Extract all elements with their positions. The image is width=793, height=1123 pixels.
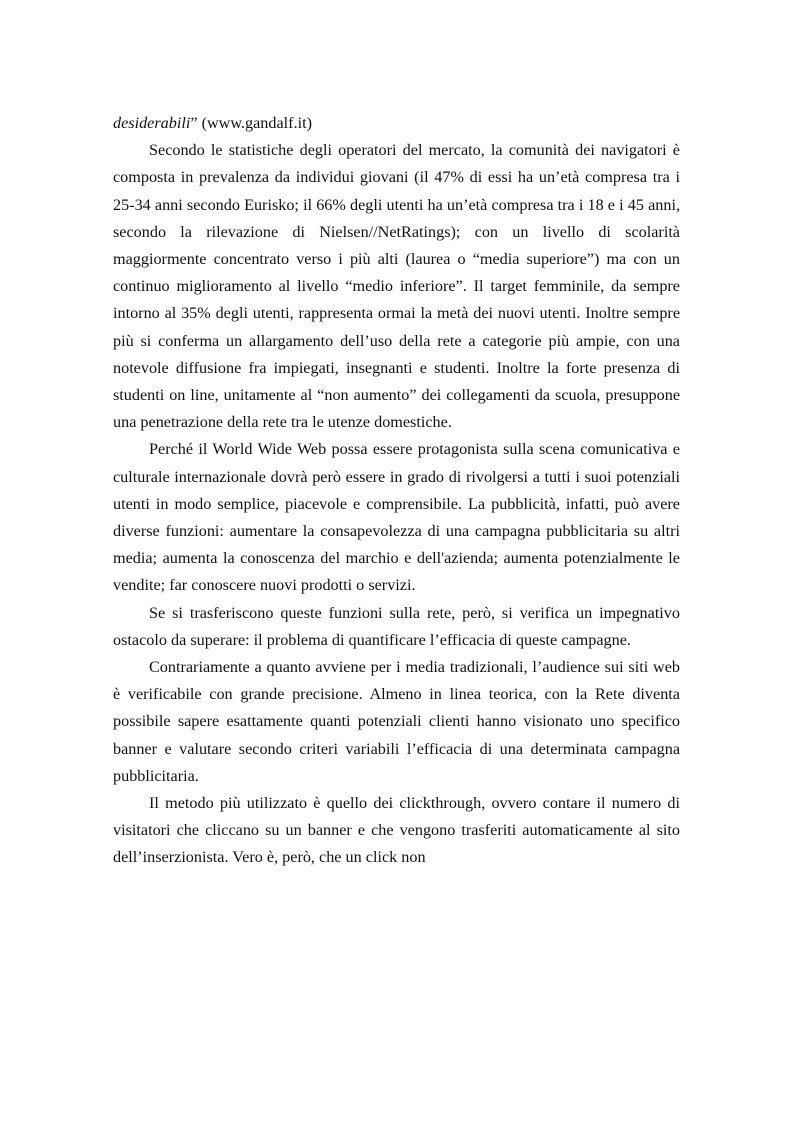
continuation-line: [113, 110, 680, 137]
paragraph-audience-demographics: Secondo le statistiche degli operatori del mercato, la comunità dei navigatori è composta in prevalenza da individui giovani (il 47% di essi ha un’età compresa tra i 25-34 anni secondo Eurisko; il 66% degli utenti ha un’età compresa tra i 18 e i 45 anni, secondo la rilevazione di Nielsen//NetRatings); con un livello di scolarità maggiormente concentrato verso i più alti (laurea o “media superiore”) ma con un continuo miglioramento al livello “medio inferiore”. Il target femminile, da sempre intorno al 35% degli utenti, rappresenta ormai la metà dei nuovi utenti. Inoltre sempre più si conferma un allargamento dell’uso della rete a categorie più ampie, con una notevole diffusione fra impiegati, insegnanti e studenti. Inoltre la forte presenza di studenti on line, unitamente al “non aumento” dei collegamenti da scuola, presuppone una penetrazione della rete tra le utenze domestiche.: [113, 141, 680, 432]
paragraph-web-advertising-functions: Perché il World Wide Web possa essere protagonista sulla scena comunicativa e culturale internazionale dovrà però essere in grado di rivolgersi a tutti i suoi potenziali utenti in modo semplice, piacevole e comprensibile. La pubblicità, infatti, può avere diverse funzioni: aumentare la consapevolezza di una campagna pubblicitaria su altri media; aumenta la conoscenza del marchio e dell'azienda; aumenta potenzialmente le vendite; far conoscere nuovi prodotti o servizi.: [113, 440, 680, 595]
paragraph-audience-verification: Contrariamente a quanto avviene per i media tradizionali, l’audience sui siti web è verificabile con grande precisione. Almeno in linea teorica, con la Rete diventa possibile sapere esattamente quanti potenziali clienti hanno visionato uno specifico banner e valutare secondo criteri variabili l’efficacia di una determinata campagna pubblicitaria.: [113, 658, 680, 785]
italic-fragment: desiderabili: [113, 114, 191, 132]
paragraph-measurement-problem: Se si trasferiscono queste funzioni sulla rete, però, si verifica un impegnativo ostacolo da superare: il problema di quantificare l’efficacia di queste campagne.: [113, 603, 680, 649]
source-reference: ” (www.gandalf.it): [190, 114, 313, 132]
paragraph-clickthrough-method: Il metodo più utilizzato è quello dei clickthrough, ovvero contare il numero di visitatori che cliccano su un banner e che vengono trasferiti automaticamente al sito dell’inserzionista. Vero è, però, che un click non: [113, 794, 680, 867]
document-page: [113, 110, 680, 872]
